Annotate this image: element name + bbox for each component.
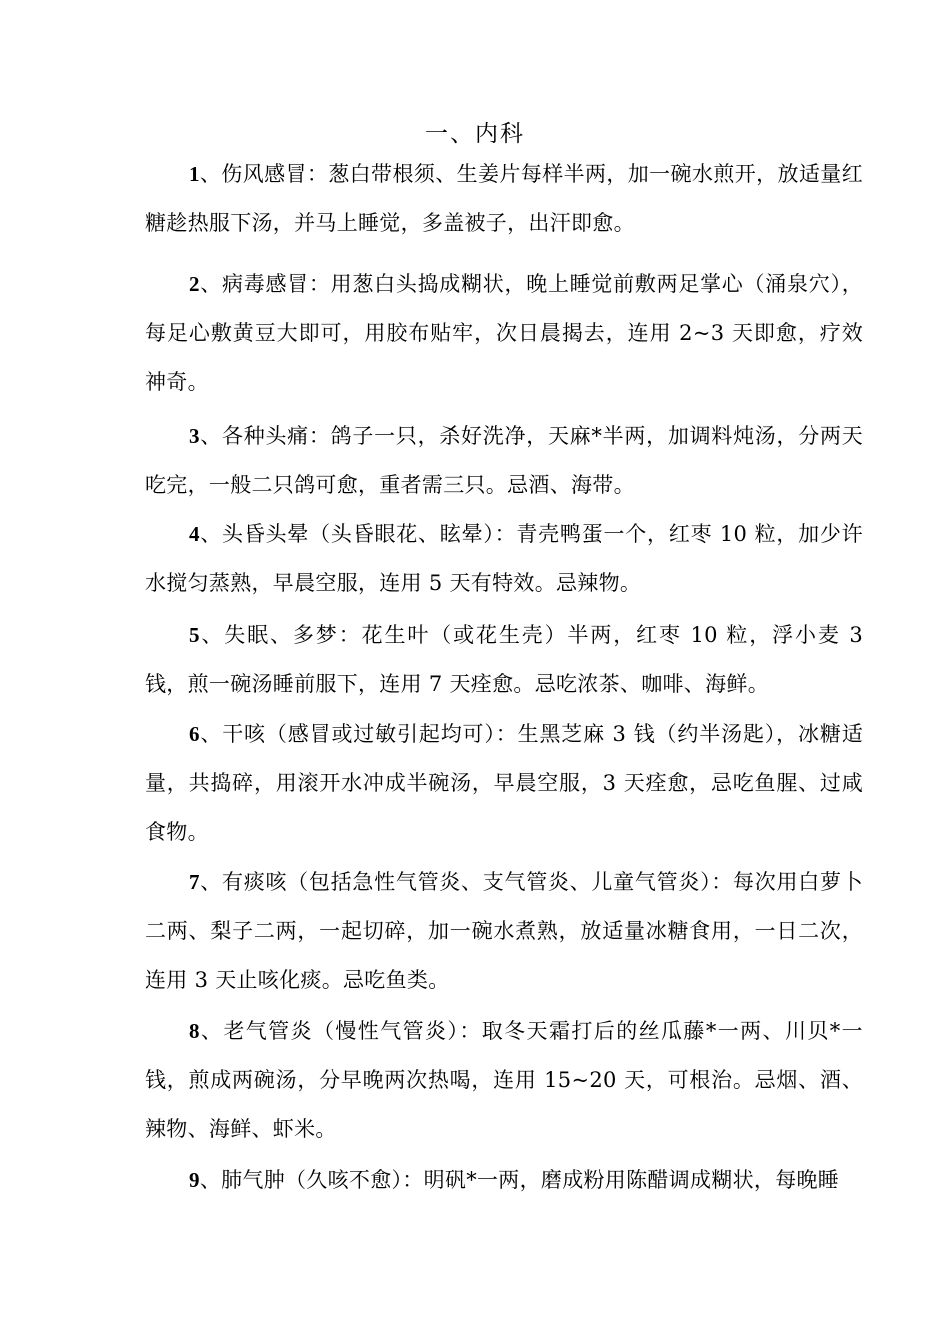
entry-text: 、伤风感冒：葱白带根须、生姜片每样半两，加一碗水煎开，放适量红糖趁热服下汤，并马上睡觉，多盖被子，出汗即愈。 xyxy=(145,162,863,235)
remedy-entry-2 xyxy=(145,260,863,407)
entry-number: 2 xyxy=(189,272,200,296)
entry-number: 3 xyxy=(189,424,200,448)
entry-text: 、老气管炎（慢性气管炎）：取冬天霜打后的丝瓜藤*一两、川贝*一钱，煎成两碗汤，分早晚两次热喝，连用 15~20 天，可根治。忌烟、酒、辣物、海鲜、虾米。 xyxy=(145,1019,863,1141)
remedy-entry-7 xyxy=(145,858,863,1005)
entry-text: 、头昏头晕（头昏眼花、眩晕）：青壳鸭蛋一个，红枣 10 粒，加少许水搅匀蒸熟，早晨空服，连用 5 天有特效。忌辣物。 xyxy=(145,522,863,595)
remedy-entry-1 xyxy=(145,150,863,248)
entry-text: 、各种头痛：鸽子一只，杀好洗净，天麻*半两，加调料炖汤，分两天吃完，一般二只鸽可愈，重者需三只。忌酒、海带。 xyxy=(145,424,863,497)
remedy-entry-4 xyxy=(145,510,863,608)
entry-number: 6 xyxy=(189,722,200,746)
entry-text: 、病毒感冒：用葱白头捣成糊状，晚上睡觉前敷两足掌心（涌泉穴），每足心敷黄豆大即可，用胶布贴牢，次日晨揭去，连用 2~3 天即愈，疗效神奇。 xyxy=(145,272,863,394)
entry-number: 9 xyxy=(189,1168,200,1192)
entry-number: 4 xyxy=(189,522,200,546)
remedy-entry-6 xyxy=(145,710,863,857)
entry-text: 、失眠、多梦：花生叶（或花生壳）半两，红枣 10 粒，浮小麦 3 钱，煎一碗汤睡前服下，连用 7 天痊愈。忌吃浓茶、咖啡、海鲜。 xyxy=(145,623,863,696)
entry-text: 、干咳（感冒或过敏引起均可）：生黑芝麻 3 钱（约半汤匙），冰糖适量，共捣碎，用滚开水冲成半碗汤，早晨空服，3 天痊愈，忌吃鱼腥、过咸食物。 xyxy=(145,722,863,844)
section-heading: 一、内科 xyxy=(425,121,525,147)
entry-text: 、有痰咳（包括急性气管炎、支气管炎、儿童气管炎）：每次用白萝卜二两、梨子二两，一起切碎，加一碗水煮熟，放适量冰糖食用，一日二次，连用 3 天止咳化痰。忌吃鱼类。 xyxy=(145,870,863,992)
entry-number: 7 xyxy=(189,870,200,894)
remedy-entry-8 xyxy=(145,1007,863,1154)
entry-text: 、肺气肿（久咳不愈）：明矾*一两，磨成粉用陈醋调成糊状，每晚睡 xyxy=(199,1168,840,1192)
remedy-entry-3 xyxy=(145,412,863,510)
entry-number: 8 xyxy=(189,1019,200,1043)
remedy-entry-5 xyxy=(145,611,863,709)
remedy-entry-9 xyxy=(145,1156,863,1205)
entry-number: 5 xyxy=(189,623,200,647)
entry-number: 1 xyxy=(189,162,200,186)
